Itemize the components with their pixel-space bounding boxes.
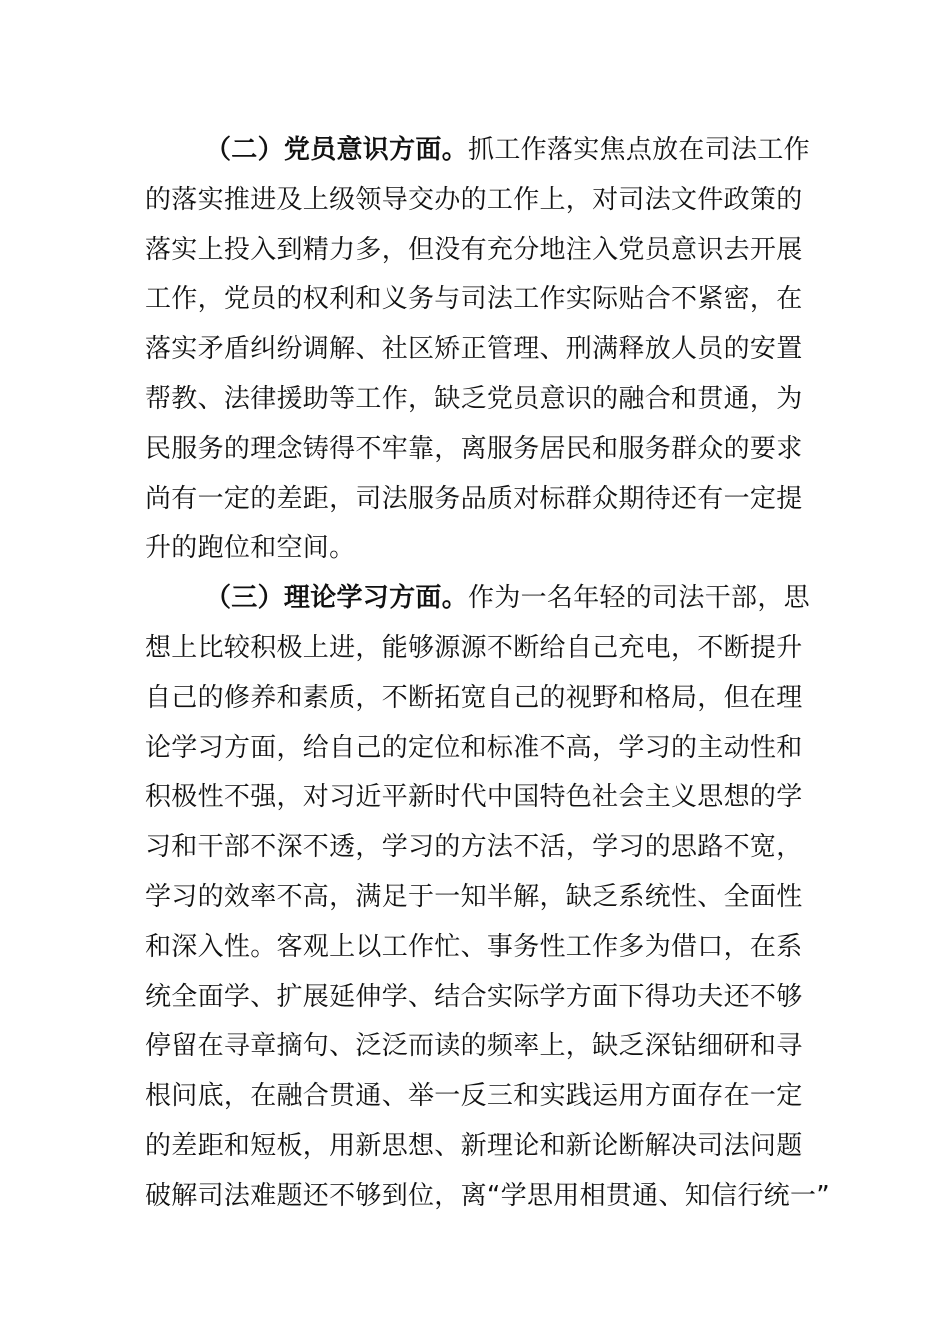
section3-line: 的差距和短板，用新思想、新理论和新论断解决司法问题 [145,1130,803,1161]
section3-line: 论学习方面，给自己的定位和标准不高，学习的主动性和 [145,732,803,763]
section2-line: 落实矛盾纠纷调解、社区矫正管理、刑满释放人员的安置 [145,334,803,365]
section3-line: 统全面学、扩展延伸学、结合实际学方面下得功夫还不够 [145,981,803,1012]
section3-line: 停留在寻章摘句、泛泛而读的频率上，缺乏深钻细研和寻 [145,1031,803,1062]
section3-line: 破解司法难题还不够到位，离“学思用相贯通、知信行统一” [145,1180,831,1211]
section3-line: 学习的效率不高，满足于一知半解，缺乏系统性、全面性 [145,881,803,912]
section3-line: 想上比较积极上进，能够源源不断给自己充电，不断提升 [145,632,803,663]
section3-line: 习和干部不深不透，学习的方法不活，学习的思路不宽， [145,832,803,863]
section2-first-line [145,126,815,176]
section3-line: 积极性不强，对习近平新时代中国特色社会主义思想的学 [145,782,803,813]
section3-line: 和深入性。客观上以工作忙、事务性工作多为借口，在系 [145,931,803,962]
section3-heading: （三）理论学习方面。 [205,583,469,614]
section2-line: 落实上投入到精力多，但没有充分地注入党员意识去开展 [145,234,803,265]
section3-line: 作为一名年轻的司法干部，思 [468,583,810,614]
section3-line: 根问底，在融合贯通、举一反三和实践运用方面存在一定 [145,1081,803,1112]
section2-line: 抓工作落实焦点放在司法工作 [468,135,810,165]
document-body [145,126,831,1222]
section2-heading: （二）党员意识方面。 [205,135,469,165]
section2-line: 帮教、法律援助等工作，缺乏党员意识的融合和贯通，为 [145,383,803,414]
section3-first-line [145,574,815,624]
section2-line: 的落实推进及上级领导交办的工作上，对司法文件政策的 [145,184,803,215]
section2-line: 升的跑位和空间。 [145,533,356,564]
section3-line: 自己的修养和素质，不断拓宽自己的视野和格局，但在理 [145,682,803,713]
section2-line: 工作，党员的权利和义务与司法工作实际贴合不紧密，在 [145,284,803,315]
section2-line: 尚有一定的差距，司法服务品质对标群众期待还有一定提 [145,483,803,514]
section2-line: 民服务的理念铸得不牢靠，离服务居民和服务群众的要求 [145,433,803,464]
